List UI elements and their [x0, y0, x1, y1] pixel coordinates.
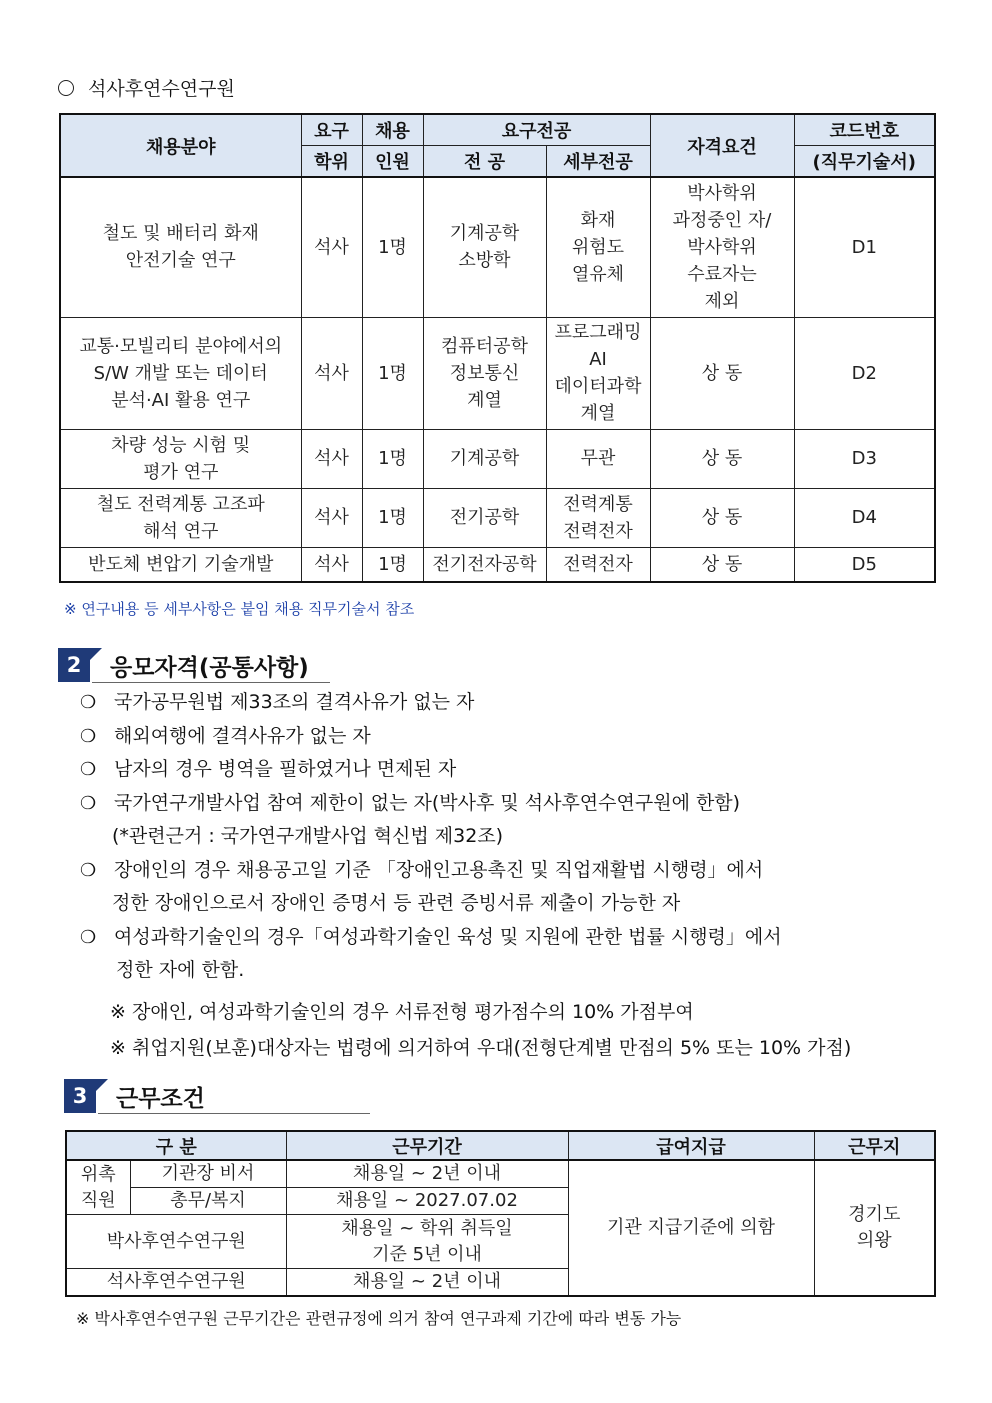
table-row [60, 488, 935, 547]
cell-qualification: 상 동 [650, 547, 794, 582]
bullet-icon: ❍ [80, 859, 97, 881]
header-sub-major: 세부전공 [546, 146, 650, 178]
header-qualification: 자격요건 [650, 114, 794, 177]
bullet-icon: ❍ [80, 692, 97, 713]
list-item: ❍ 남자의 경우 병역을 필하였거나 면제된 자 [80, 753, 782, 787]
qualification-list [80, 686, 782, 988]
header-salary: 급여지급 [568, 1131, 814, 1160]
table-row [66, 1160, 935, 1188]
bullet-icon: ❍ [80, 792, 97, 814]
work-conditions-note: ※ 박사후연수연구원 근무기간은 관련규정에 의거 참여 연구과제 기간에 따라 변동 가능 [76, 1309, 682, 1328]
cell-count: 1명 [362, 429, 423, 488]
cell-period: 채용일 ~ 학위 취득일 기준 5년 이내 [286, 1215, 568, 1269]
cell-sub-major: 프로그래밍 AI 데이터과학 계열 [546, 317, 650, 429]
list-item: ❍ 국가공무원법 제33조의 결격사유가 없는 자 [80, 686, 782, 720]
recruitment-table [59, 113, 936, 583]
section-2-header [58, 648, 309, 682]
section-underline [98, 1113, 370, 1114]
header-field: 채용분야 [60, 114, 301, 177]
cell-sub-major: 화재 위험도 열유체 [546, 177, 650, 317]
cell-qualification: 상 동 [650, 429, 794, 488]
cell-major: 컴퓨터공학 정보통신 계열 [423, 317, 546, 429]
circle-bullet-icon [58, 80, 74, 96]
list-item: ❍ 장애인의 경우 채용공고일 기준 「장애인고용촉진 및 직업재활법 시행령」에서 [80, 854, 782, 888]
cell-category: 박사후연수연구원 [66, 1215, 286, 1269]
cell-degree: 석사 [301, 488, 362, 547]
cell-qualification: 박사학위 과정중인 자/ 박사학위 수료자는 제외 [650, 177, 794, 317]
header-code-1: 코드번호 [794, 114, 935, 146]
cell-salary: 기관 지급기준에 의함 [568, 1160, 814, 1296]
table-row [60, 429, 935, 488]
cell-period: 채용일 ~ 2년 이내 [286, 1269, 568, 1297]
bullet-icon: ❍ [80, 926, 97, 948]
cell-sub-major: 전력전자 [546, 547, 650, 582]
header-category: 구 분 [66, 1131, 286, 1160]
cell-major: 기계공학 소방학 [423, 177, 546, 317]
cell-major: 기계공학 [423, 429, 546, 488]
cell-code: D3 [794, 429, 935, 488]
cell-major: 전기공학 [423, 488, 546, 547]
cell-count: 1명 [362, 317, 423, 429]
cell-qualification: 상 동 [650, 317, 794, 429]
cell-sub-major: 전력계통 전력전자 [546, 488, 650, 547]
cell-degree: 석사 [301, 177, 362, 317]
table-row [60, 317, 935, 429]
cell-degree: 석사 [301, 429, 362, 488]
cell-degree: 석사 [301, 317, 362, 429]
cell-field: 교통·모빌리티 분야에서의 S/W 개발 또는 데이터 분석·AI 활용 연구 [60, 317, 301, 429]
cell-code: D2 [794, 317, 935, 429]
cell-count: 1명 [362, 177, 423, 317]
cell-group-label: 위촉 직원 [66, 1160, 130, 1215]
bullet-icon: ❍ [80, 725, 97, 747]
list-item-continuation: 정한 자에 한함. [116, 959, 245, 981]
cell-period: 채용일 ~ 2027.07.02 [286, 1188, 568, 1215]
cell-location: 경기도 의왕 [814, 1160, 935, 1296]
list-item: ❍ 여성과학기술인의 경우「여성과학기술인 육성 및 지원에 관한 법률 시행령」에서 [80, 921, 782, 955]
header-count-2: 인원 [362, 146, 423, 178]
header-period: 근무기간 [286, 1131, 568, 1160]
work-conditions-table [65, 1130, 936, 1297]
table-row [60, 547, 935, 582]
cell-code: D5 [794, 547, 935, 582]
cell-field: 철도 전력계통 고조파 해석 연구 [60, 488, 301, 547]
header-major-group: 요구전공 [423, 114, 650, 146]
reference-note: ※ 취업지원(보훈)대상자는 법령에 의거하여 우대(전형단계별 만점의 5% 또는 10% 가점) [110, 1037, 852, 1059]
section-title: 응모자격(공통사항) [110, 654, 309, 681]
subsection-heading-text: 석사후연수연구원 [88, 78, 235, 100]
bullet-icon: ❍ [80, 759, 97, 780]
cell-category: 석사후연수연구원 [66, 1269, 286, 1297]
list-item: ❍ 국가연구개발사업 참여 제한이 없는 자(박사후 및 석사후연수연구원에 한함) [80, 787, 782, 821]
section-number-badge: 2 [58, 648, 90, 682]
header-degree-1: 요구 [301, 114, 362, 146]
section-title: 근무조건 [116, 1085, 205, 1112]
cell-major: 전기전자공학 [423, 547, 546, 582]
cell-code: D1 [794, 177, 935, 317]
cell-sub-major: 무관 [546, 429, 650, 488]
table-note: ※ 연구내용 등 세부사항은 붙임 채용 직무기술서 참조 [64, 600, 415, 618]
reference-note: ※ 장애인, 여성과학기술인의 경우 서류전형 평가점수의 10% 가점부여 [110, 1001, 694, 1023]
cell-qualification: 상 동 [650, 488, 794, 547]
cell-code: D4 [794, 488, 935, 547]
header-location: 근무지 [814, 1131, 935, 1160]
header-code-2: (직무기술서) [794, 146, 935, 178]
header-count-1: 채용 [362, 114, 423, 146]
table-row [60, 177, 935, 317]
cell-field: 철도 및 배터리 화재 안전기술 연구 [60, 177, 301, 317]
cell-count: 1명 [362, 547, 423, 582]
section-3-header [64, 1079, 205, 1113]
cell-degree: 석사 [301, 547, 362, 582]
cell-category: 총무/복지 [130, 1188, 286, 1215]
cell-field: 반도체 변압기 기술개발 [60, 547, 301, 582]
reference-notes [110, 994, 851, 1066]
header-major: 전 공 [423, 146, 546, 178]
list-item: ❍ 해외여행에 결격사유가 없는 자 [80, 720, 782, 754]
list-item-continuation: (*관련근거 : 국가연구개발사업 혁신법 제32조) [112, 825, 504, 847]
cell-field: 차량 성능 시험 및 평가 연구 [60, 429, 301, 488]
list-item-continuation: 정한 장애인으로서 장애인 증명서 등 관련 증빙서류 제출이 가능한 자 [112, 892, 681, 914]
section-number-badge: 3 [64, 1079, 96, 1113]
subsection-heading [58, 74, 235, 101]
cell-category: 기관장 비서 [130, 1160, 286, 1188]
cell-count: 1명 [362, 488, 423, 547]
section-underline [92, 682, 330, 683]
header-degree-2: 학위 [301, 146, 362, 178]
cell-period: 채용일 ~ 2년 이내 [286, 1160, 568, 1188]
